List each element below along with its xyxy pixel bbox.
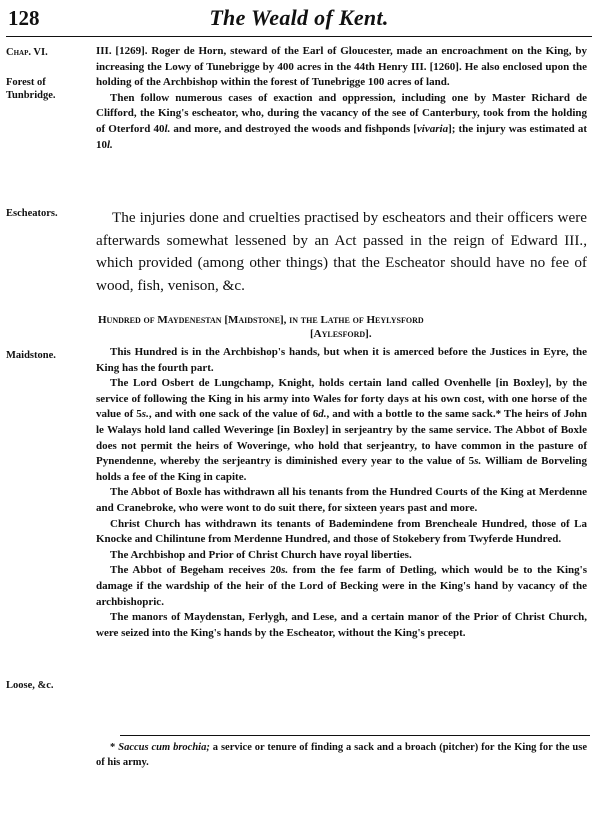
hundred-heading-line-1: Hundred of Maydenestan [Maidstone], in the Lathe of Heylysford: [98, 314, 424, 326]
footnote-rule: [120, 735, 590, 736]
paragraph-horn: III. [1269]. Roger de Horn, steward of the Earl of Gloucester, made an encroachment on the King, by increasing the Lowy of Tunebrigge by 400 acres in the 44th Henry III. [1260]. He also enclosed upon the holding of the Archbishop within the forest of Tunebrigge 100 acres of land.: [96, 45, 587, 89]
paragraph-begeham: [96, 563, 587, 610]
paragraph-christ-church: Christ Church has withdrawn its tenants of Bademindene from Brencheale Hundred, those of La Knocke and Chilintune from Merdenne Hundred, and those of Stokebery from Twyferde Hundred.: [96, 517, 587, 546]
text-run: The Abbot of Begeham receives 20: [110, 564, 282, 577]
margin-note-chapter: Chap. VI.: [6, 47, 48, 58]
margin-note-loose: Loose, &c.: [6, 680, 54, 691]
margin-note-escheators: Escheators.: [6, 208, 58, 219]
paragraph-clifford: [96, 91, 587, 153]
text-run: , and with one sack of the value of 6: [148, 408, 319, 421]
paragraph-escheators: The injuries done and cruelties practised by escheators and their officers were afterwards somewhat lessened by an Act passed in the reign of Edward III., which provided (among other things) that the Escheator should have no fee of wood, fish, venison, &c.: [96, 209, 587, 294]
text-run: and more, and destroyed the woods and fishponds [: [170, 122, 417, 135]
hundred-heading-line-2: [Aylesford].: [310, 328, 372, 340]
paragraph-hundred: This Hundred is in the Archbishop's hands, but when it is amerced before the Justices in Eyre, the King has the fourth part.: [96, 346, 587, 374]
header-rule: [6, 36, 592, 37]
maidstone-block: [96, 345, 587, 641]
margin-note-forest: Forest of Tunbridge.: [6, 77, 56, 101]
text-run-italic: s.: [474, 455, 482, 468]
footnote-text: a service or tenure of finding a sack and a broach (pitcher) for the King for the use of his army.: [96, 742, 587, 768]
text-run: William de Borveling holds a fee of the King in capite.: [96, 455, 588, 483]
page-header: [6, 4, 592, 34]
paragraph-royal-liberties: The Archbishop and Prior of Christ Church have royal liberties.: [110, 548, 412, 561]
paragraph-boxle: The Abbot of Boxle has withdrawn all his tenants from the Hundred Courts of the King at Merdenne and Cranebroke, who were wont to do suit there, for sixteen years past and more.: [96, 486, 587, 514]
text-run: ]; the injury was estimated at 10: [96, 122, 587, 151]
footnote: [96, 741, 587, 770]
hundred-heading: [98, 313, 589, 341]
text-run: from the fee farm of Detling, which would be to the King's damage if the wardship of the heir of the Lord of Becking were in the King's hand by vacancy of the archbishopric.: [96, 564, 588, 608]
text-run: , and with a bottle to the same sack.* The heirs of John le Walays hold land called Weveringe [in Boxley] in serjeantry by the same service. The Abbot of Boxle does not permit the heirs of Woveringe, who hold that serjeantry, to have common in the pasture of Pynendenne, whereby the serjeantry is diminished every year to the value of 5: [96, 408, 587, 468]
text-run-italic: l.: [164, 122, 171, 135]
paragraph-lungchamp: [96, 376, 587, 485]
margin-note-maidstone: Maidstone.: [6, 350, 56, 361]
text-run: Then follow numerous cases of exaction and oppression, including one by Master Richard de Clifford, the King's escheator, who, during the vacancy of the see of Canterbury, took from the holding of Oterford 40: [96, 91, 587, 135]
escheators-block: [96, 207, 587, 297]
text-run-italic: d.: [318, 408, 327, 421]
footnote-latin: Saccus cum brochia;: [118, 742, 210, 753]
text-run: The Lord Osbert de Lungchamp, Knight, holds certain land called Ovenhelle [in Boxley], by the service of following the King in his army into Wales for forty days at his own cost, with one horse of the value of 5: [96, 377, 587, 421]
paragraph-manors: The manors of Maydenstan, Ferlygh, and Lese, and a certain manor of the Prior of Christ Church, were seized into the King's hands by the Escheator, without the King's precept.: [96, 611, 587, 639]
running-title: The Weald of Kent.: [209, 5, 389, 30]
page-number: 128: [8, 6, 40, 30]
text-run-italic: vivaria: [416, 122, 449, 135]
text-run-italic: s.: [141, 408, 149, 421]
footnote-marker: *: [110, 742, 116, 753]
exaction-block: [96, 44, 587, 153]
text-run-italic: s.: [281, 564, 289, 577]
text-run-italic: l.: [107, 138, 113, 151]
